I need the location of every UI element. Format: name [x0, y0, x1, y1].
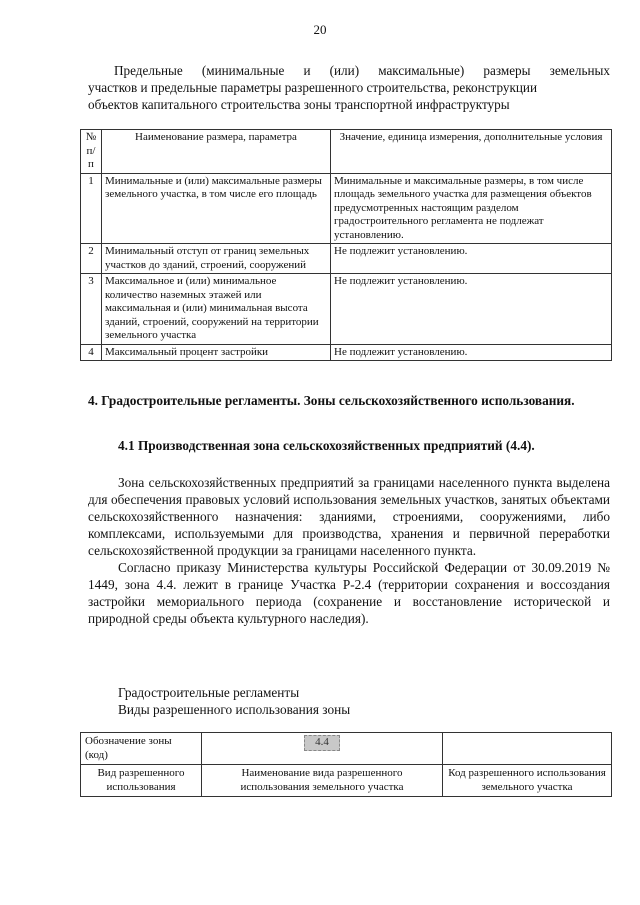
table-row: [81, 274, 612, 345]
row-parameter: Максимальный процент застройки: [102, 344, 331, 361]
regulations-label: Градостроительные регламенты: [118, 685, 300, 700]
heading-line-2: участков и предельные параметры разрешенного строительства, реконструкции: [88, 80, 538, 95]
zone-code-cell: [202, 733, 443, 765]
table-row: [81, 244, 612, 274]
heading-line-1: Предельные (минимальные и (или) максимальные) размеры земельных: [114, 63, 610, 78]
empty-cell: [443, 733, 612, 765]
row-value: Не подлежит установлению.: [331, 244, 612, 274]
section-4-1-title: 4.1 Производственная зона сельскохозяйственных предприятий (4.4).: [118, 438, 535, 453]
table-row: [81, 344, 612, 361]
row-number: 1: [81, 173, 102, 244]
col-use-name: Наименование вида разрешенного использования земельного участка: [202, 765, 443, 797]
table-heading: [88, 62, 610, 113]
row-number: 2: [81, 244, 102, 274]
zone-label-cell: Обозначение зоны (код): [81, 733, 202, 765]
col-permitted-use: Вид разрешенного использования: [81, 765, 202, 797]
table-header-row: [81, 130, 612, 174]
permitted-uses-label: Виды разрешенного использования зоны: [118, 702, 351, 717]
row-value: Минимальные и максимальные размеры, в том числе площадь земельного участка для размещения объектов предусмотренных настоящим разделом градостроительного регламента не подлежат установлению.: [331, 173, 612, 244]
col-use-code: Код разрешенного использования земельного участка: [443, 765, 612, 797]
row-number: 4: [81, 344, 102, 361]
table-row: [81, 733, 612, 765]
row-number: 3: [81, 274, 102, 345]
page-number: 20: [313, 22, 327, 37]
zone-code: 4.4: [304, 735, 340, 751]
row-value: Не подлежит установлению.: [331, 274, 612, 345]
section-4-title: 4. Градостроительные регламенты. Зоны сельскохозяйственного использования.: [88, 393, 575, 408]
paragraph-2: Согласно приказу Министерства культуры Российской Федерации от 30.09.2019 № 1449, зона 4.4. лежит в границе Участка Р-2.4 (территории сохранения и воссоздания застройки мемориального периода (сохранение и восстановление исторической и природной среды объекта культурного наследия).: [88, 560, 610, 626]
header-value: Значение, единица измерения, дополнительные условия: [331, 130, 612, 174]
row-value: Не подлежит установлению.: [331, 344, 612, 361]
paragraph-1: Зона сельскохозяйственных предприятий за границами населенного пункта выделена для обеспечения правовых условий использования земельных участков, занятых объектами сельскохозяйственного назначения: зданиями, строениями, сооружениями, либо комплексами, используемыми для производства, хранения и первичной переработки сельскохозяйственной продукции за границами населенного пункта.: [88, 475, 610, 558]
table-row: [81, 765, 612, 797]
header-number: № п/п: [81, 130, 102, 174]
header-parameter: Наименование размера, параметра: [102, 130, 331, 174]
parameters-table: [80, 129, 612, 361]
heading-line-3: объектов капитального строительства зоны транспортной инфраструктуры: [88, 97, 510, 112]
table-row: [81, 173, 612, 244]
row-parameter: Минимальные и (или) максимальные размеры земельного участка, в том числе его площадь: [102, 173, 331, 244]
row-parameter: Максимальное и (или) минимальное количество наземных этажей или максимальная и (или) минимальная высота зданий, строений, сооружений на территории земельного участка: [102, 274, 331, 345]
row-parameter: Минимальный отступ от границ земельных участков до зданий, строений, сооружений: [102, 244, 331, 274]
permitted-uses-table: [80, 732, 612, 797]
